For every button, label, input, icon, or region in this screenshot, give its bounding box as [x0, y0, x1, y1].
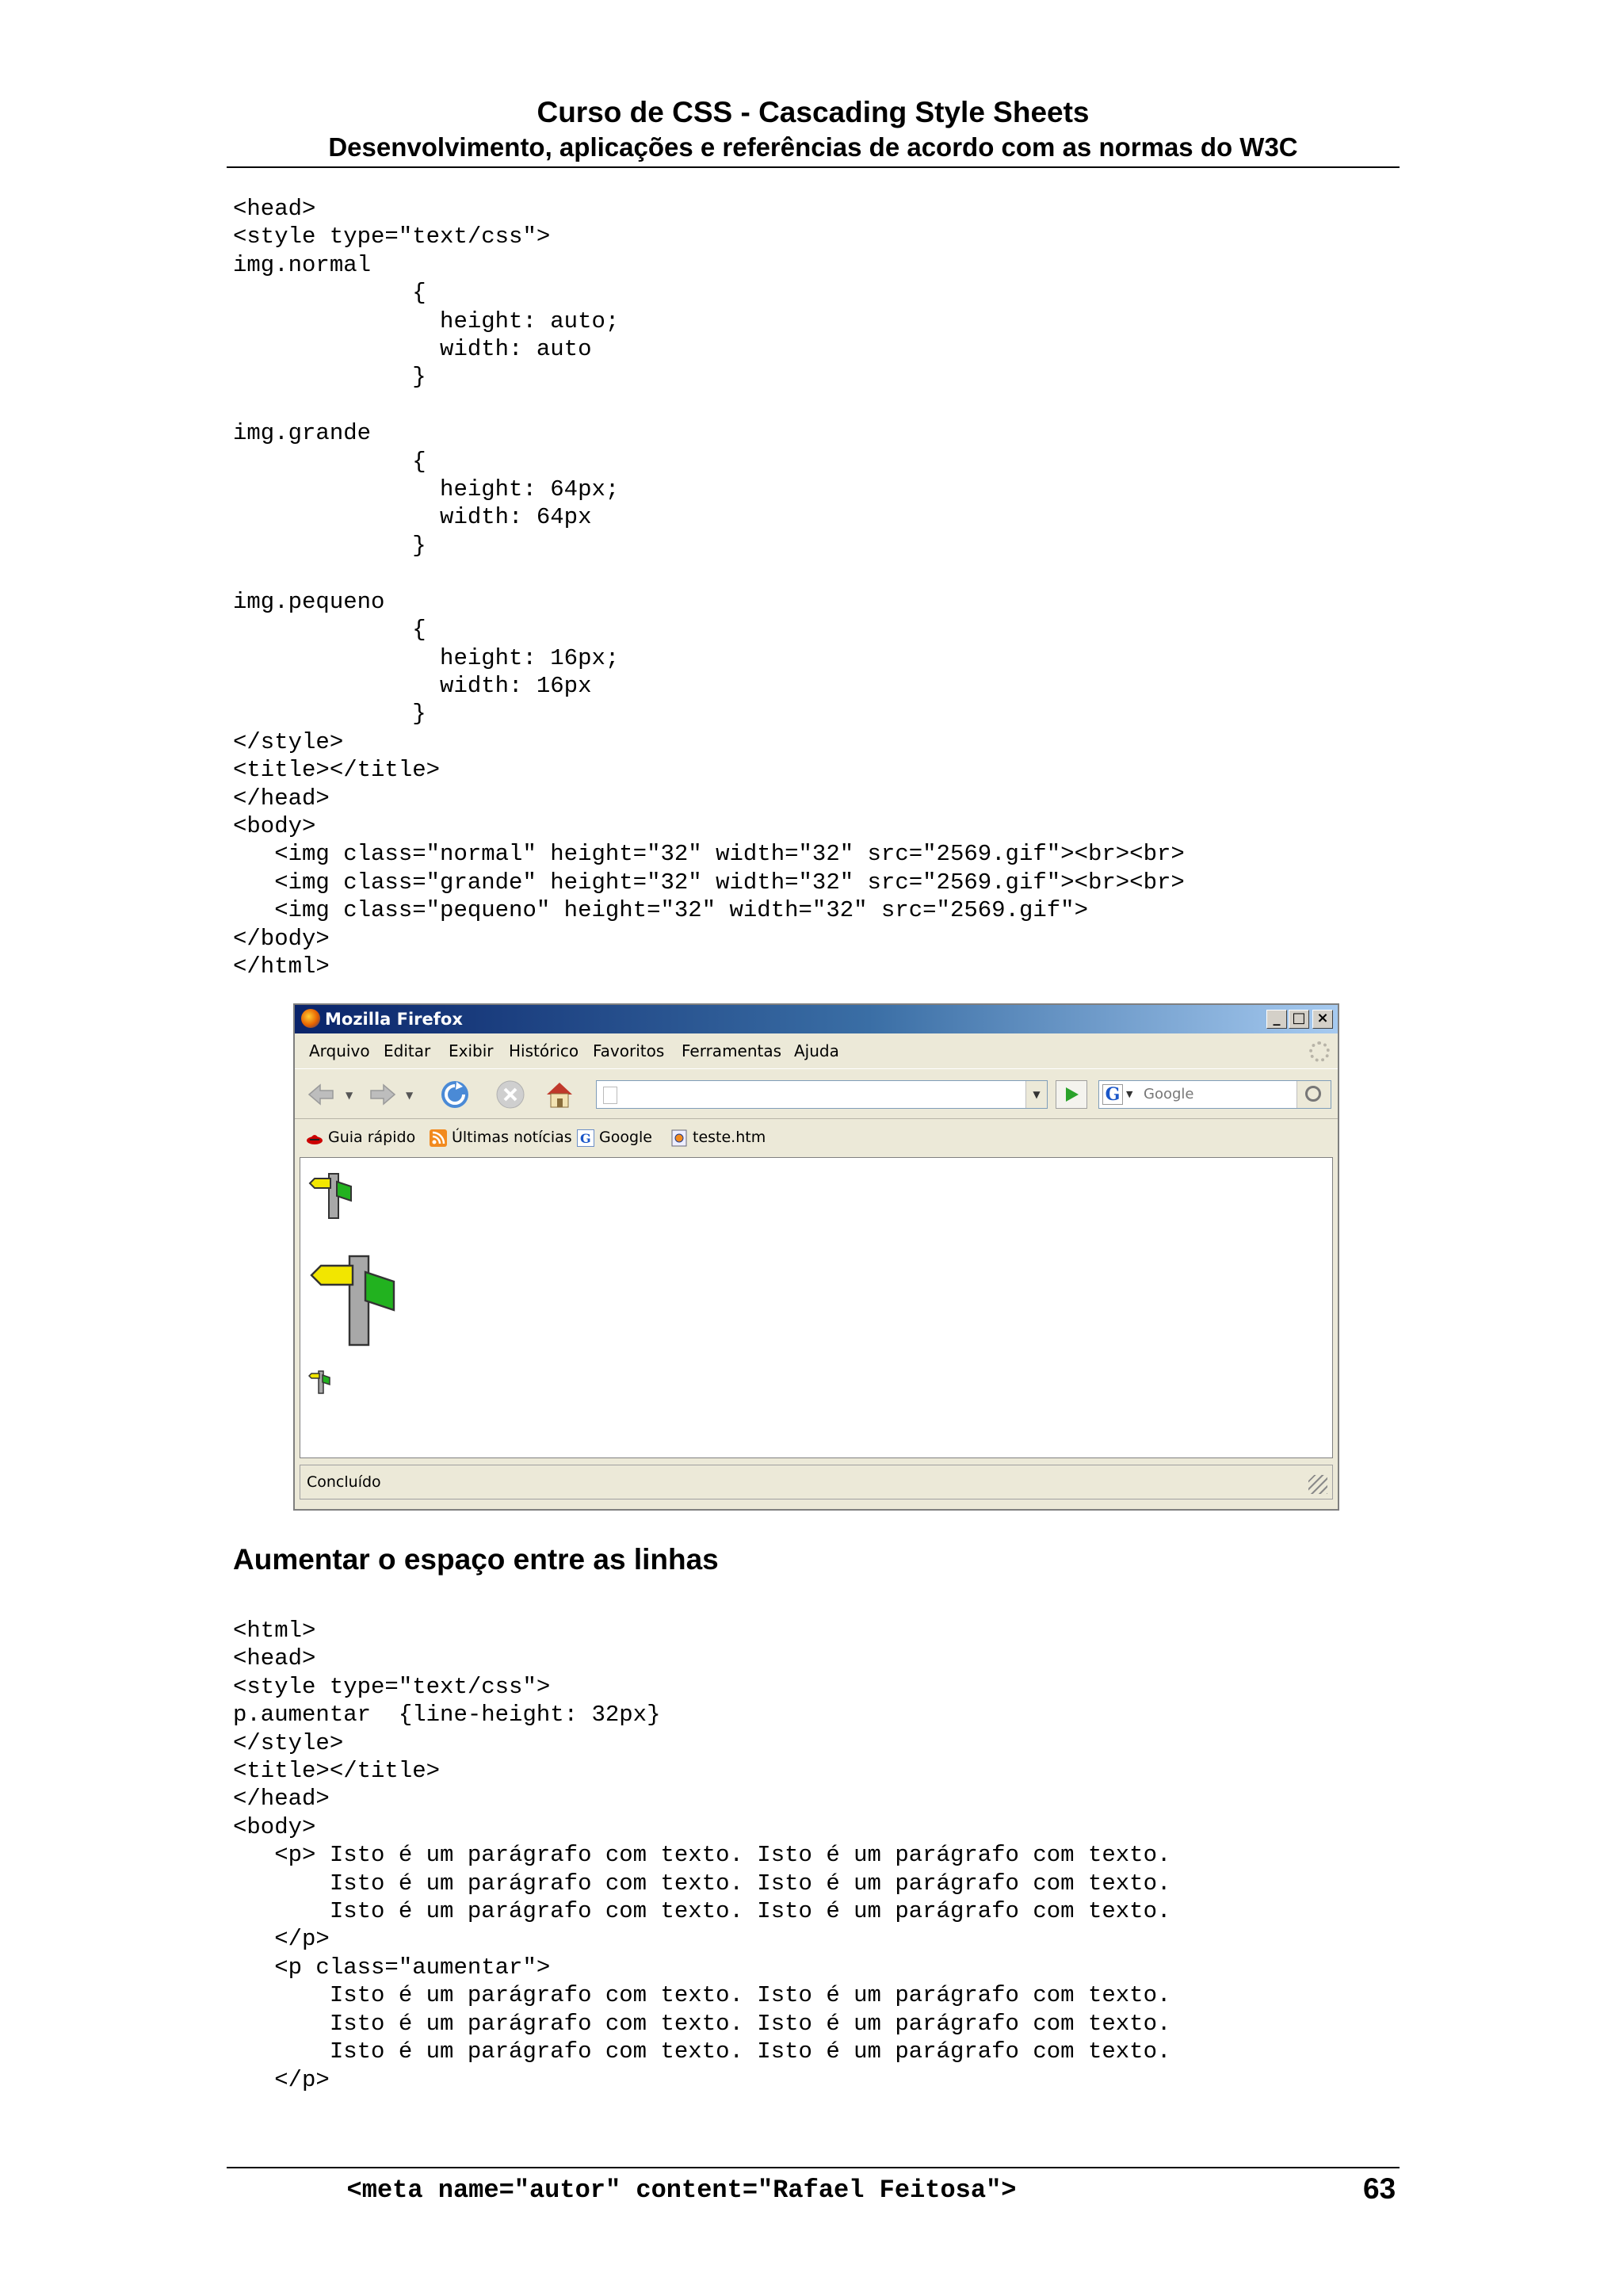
menu-ajuda[interactable]: Ajuda [794, 1041, 839, 1060]
bookmark-google[interactable]: Google [599, 1129, 653, 1146]
menu-arquivo[interactable]: Arquivo [309, 1041, 370, 1060]
window-titlebar [295, 1005, 1338, 1033]
forward-arrow-icon[interactable] [366, 1079, 398, 1110]
red-hat-icon [306, 1129, 323, 1147]
back-dropdown-icon[interactable]: ▼ [346, 1090, 353, 1101]
window-title: Mozilla Firefox [325, 1010, 463, 1029]
status-bar [300, 1465, 1333, 1499]
firefox-icon [301, 1009, 320, 1028]
bookmark-teste[interactable]: teste.htm [693, 1129, 766, 1146]
bookmark-guia-rapido[interactable]: Guia rápido [328, 1129, 416, 1146]
navigation-toolbar [295, 1068, 1338, 1119]
footer-rule [227, 2167, 1400, 2168]
signpost-image-normal [308, 1169, 359, 1220]
bookmarks-toolbar [295, 1117, 1338, 1157]
maximize-button[interactable]: □ [1289, 1010, 1309, 1029]
play-arrow-icon [1066, 1087, 1079, 1102]
code-listing-line-height: <html> <head> <style type="text/css"> p.aumentar {line-height: 32px} </style> <title></title> </head> <body> <p> Isto é um parágrafo com texto. Isto é um parágrafo com texto. Isto é um parágrafo com texto. Isto é um parágrafo com texto. Isto é um parágrafo com texto. Isto é um parágrafo com texto. </p> <p class="aumentar"> Isto é um parágrafo com texto. Isto é um parágrafo com texto. Isto é um parágrafo com texto. Isto é um parágrafo com texto. Isto é um parágrafo com texto. Isto é um parágrafo com texto. </p> [233, 1618, 1171, 2093]
rss-feed-icon [430, 1129, 447, 1147]
reload-icon[interactable] [439, 1079, 471, 1110]
address-input[interactable] [596, 1080, 1048, 1109]
firefox-window [293, 1003, 1339, 1511]
google-bookmark-icon [577, 1129, 594, 1147]
search-input[interactable] [1098, 1080, 1331, 1109]
svg-text:G: G [580, 1131, 591, 1146]
page-content-area [300, 1157, 1333, 1458]
header-rule [227, 166, 1400, 168]
page-header-subtitle: Desenvolvimento, aplicações e referências de acordo com as normas do W3C [328, 132, 1298, 162]
status-text: Concluído [307, 1473, 381, 1491]
back-arrow-icon[interactable] [306, 1079, 338, 1110]
address-dropdown-icon[interactable]: ▼ [1025, 1081, 1047, 1108]
resize-grip-icon[interactable] [1308, 1475, 1327, 1494]
menu-exibir[interactable]: Exibir [449, 1041, 494, 1060]
stop-icon[interactable] [495, 1079, 526, 1110]
close-button[interactable]: × [1312, 1010, 1333, 1029]
page-number: 63 [1363, 2172, 1396, 2205]
page-icon [603, 1087, 617, 1104]
web-page-icon [670, 1129, 688, 1147]
go-button[interactable] [1056, 1080, 1087, 1109]
menu-editar[interactable]: Editar [384, 1041, 431, 1060]
search-placeholder: Google [1144, 1086, 1194, 1102]
footer-meta-text: <meta name="autor" content="Rafael Feitosa"> [346, 2176, 1017, 2205]
google-logo-icon[interactable]: G [1102, 1084, 1123, 1105]
minimize-button[interactable]: _ [1266, 1010, 1287, 1029]
code-listing-images: <head> <style type="text/css"> img.normal { height: auto; width: auto } img.grande { height: 64px; width: 64px } img.pequeno { height: 16px; width: 16px } </style> <title></title> </head> <body> <img class="normal" height="32" width="32" src="2569.gif"><br><br> <img class="grande" height="32" width="32" src="2569.gif"><br><br> <img class="pequeno" height="32" width="32" src="2569.gif"> </body> </html> [233, 196, 1185, 980]
bookmark-ultimas-noticias[interactable]: Últimas notícias [452, 1129, 572, 1146]
signpost-image-grande [308, 1247, 410, 1348]
forward-dropdown-icon[interactable]: ▼ [406, 1090, 414, 1101]
magnifier-icon [1305, 1086, 1321, 1102]
menu-ferramentas[interactable]: Ferramentas [682, 1041, 782, 1060]
menu-favoritos[interactable]: Favoritos [593, 1041, 665, 1060]
search-engine-dropdown-icon[interactable]: ▼ [1126, 1089, 1133, 1099]
home-icon[interactable] [544, 1079, 575, 1110]
page-header-title: Curso de CSS - Cascading Style Sheets [537, 96, 1090, 128]
throbber-icon [1309, 1041, 1330, 1062]
section-title: Aumentar o espaço entre as linhas [233, 1543, 719, 1576]
menu-bar [295, 1033, 1338, 1068]
search-button[interactable] [1296, 1081, 1331, 1108]
menu-historico[interactable]: Histórico [509, 1041, 579, 1060]
signpost-image-pequeno [308, 1369, 334, 1394]
